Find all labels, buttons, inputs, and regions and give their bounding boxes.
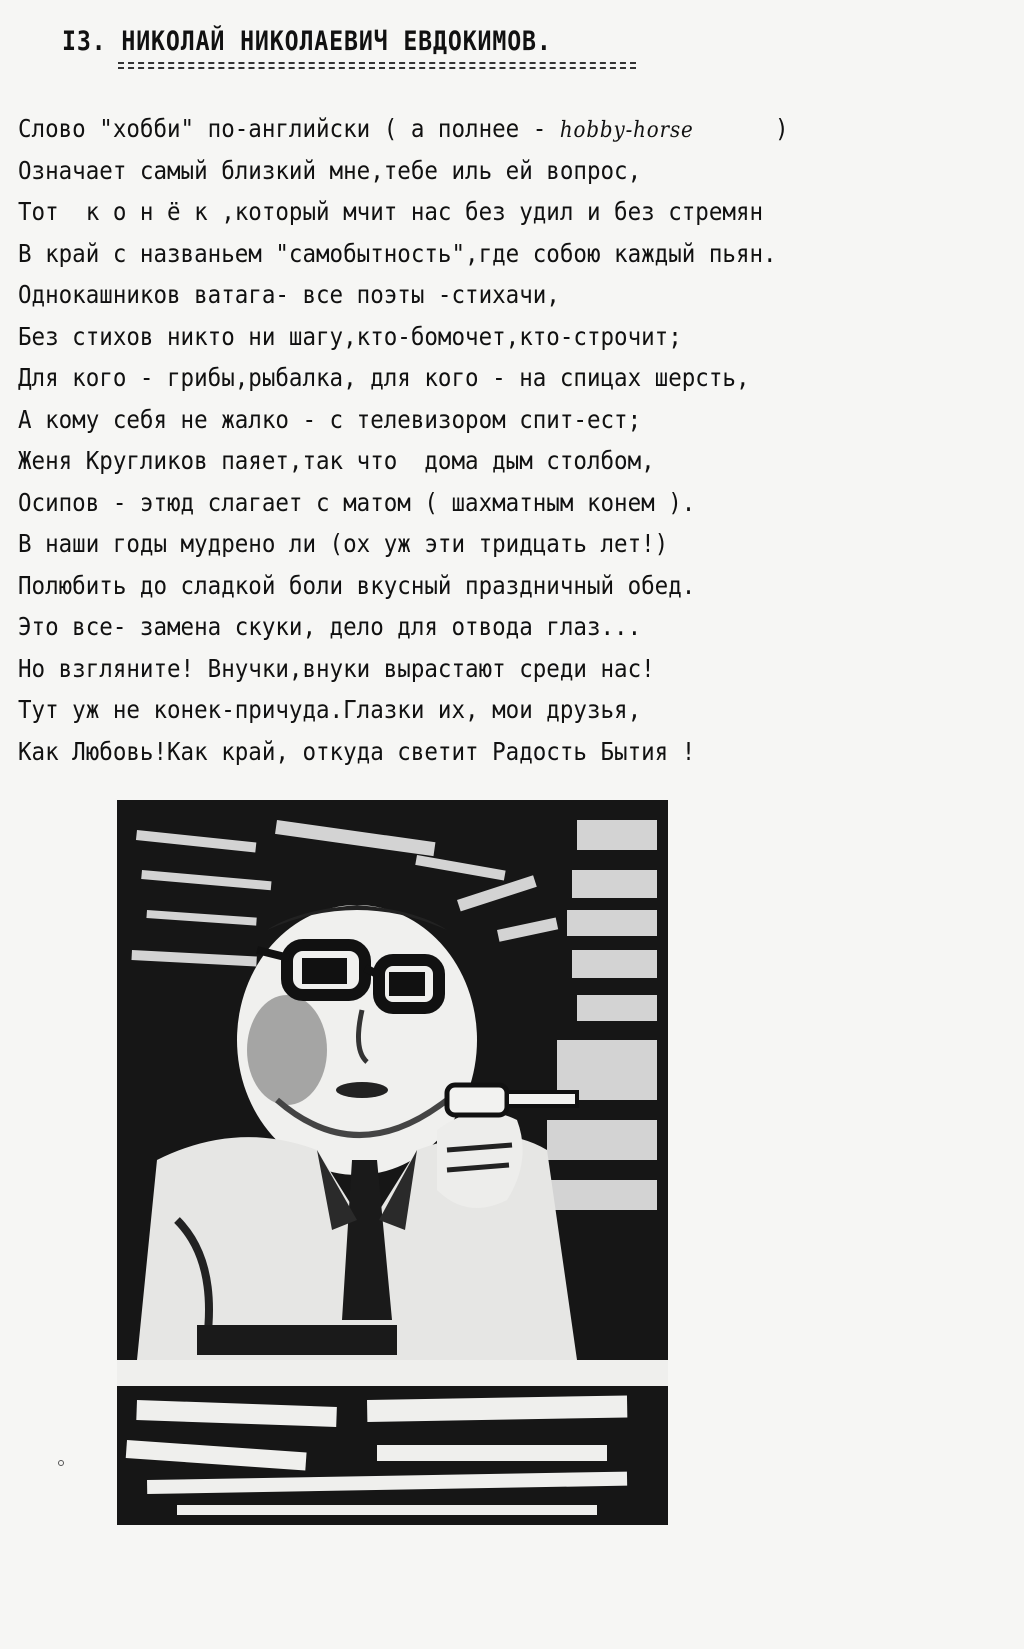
poem-line-1-suffix: ): [693, 114, 789, 143]
poem-line: Но взгляните! Внучки,внуки вырастают среди нас!: [18, 653, 655, 683]
section-number: I3.: [62, 26, 107, 57]
title-underline: [118, 62, 636, 74]
poem-line: Тут уж не конек-причуда.Глазки их, мои друзья,: [18, 695, 642, 724]
poem-line: Как Любовь!Как край, откуда светит Радость Бытия !: [18, 736, 696, 766]
paper-speck: [58, 1460, 64, 1466]
poem-line: Тот к о н ё к ,который мчит нас без удил и без стремян: [18, 197, 764, 226]
poem-line: Женя Кругликов паяет,так что дома дым столбом,: [18, 446, 655, 475]
handwritten-annotation: hobby-horse: [559, 118, 694, 143]
portrait-photo-icon: [117, 800, 668, 1525]
poem-line: В край с названьем "самобытность",где собою каждый пьян.: [18, 238, 777, 268]
portrait-photo: [117, 800, 668, 1525]
page-title: [62, 26, 552, 57]
poem: [18, 108, 1018, 772]
poem-line: Осипов - этюд слагает с матом ( шахматным конем ).: [18, 487, 696, 517]
poem-line-1-prefix: Слово "хобби" по-английски ( а полнее -: [18, 114, 560, 143]
poem-line: Это все- замена скуки, дело для отвода глаз...: [18, 612, 642, 641]
poem-line: В наши годы мудрено ли (ох уж эти тридцать лет!): [18, 529, 669, 558]
poem-line: Без стихов никто ни шагу,кто-бомочет,кто-строчит;: [18, 321, 682, 351]
poem-line: А кому себя не жалко - с телевизором спит-ест;: [18, 404, 642, 434]
poem-line: [18, 108, 918, 150]
poem-line: Для кого - грибы,рыбалка, для кого - на спицах шерсть,: [18, 363, 750, 392]
poem-line: Означает самый близкий мне,тебе иль ей вопрос,: [18, 155, 642, 185]
poem-line: Полюбить до сладкой боли вкусный праздничный обед.: [18, 570, 696, 600]
person-name: НИКОЛАЙ НИКОЛАЕВИЧ ЕВДОКИМОВ.: [121, 26, 552, 57]
poem-line: Однокашников ватага- все поэты -стихачи,: [18, 280, 560, 309]
